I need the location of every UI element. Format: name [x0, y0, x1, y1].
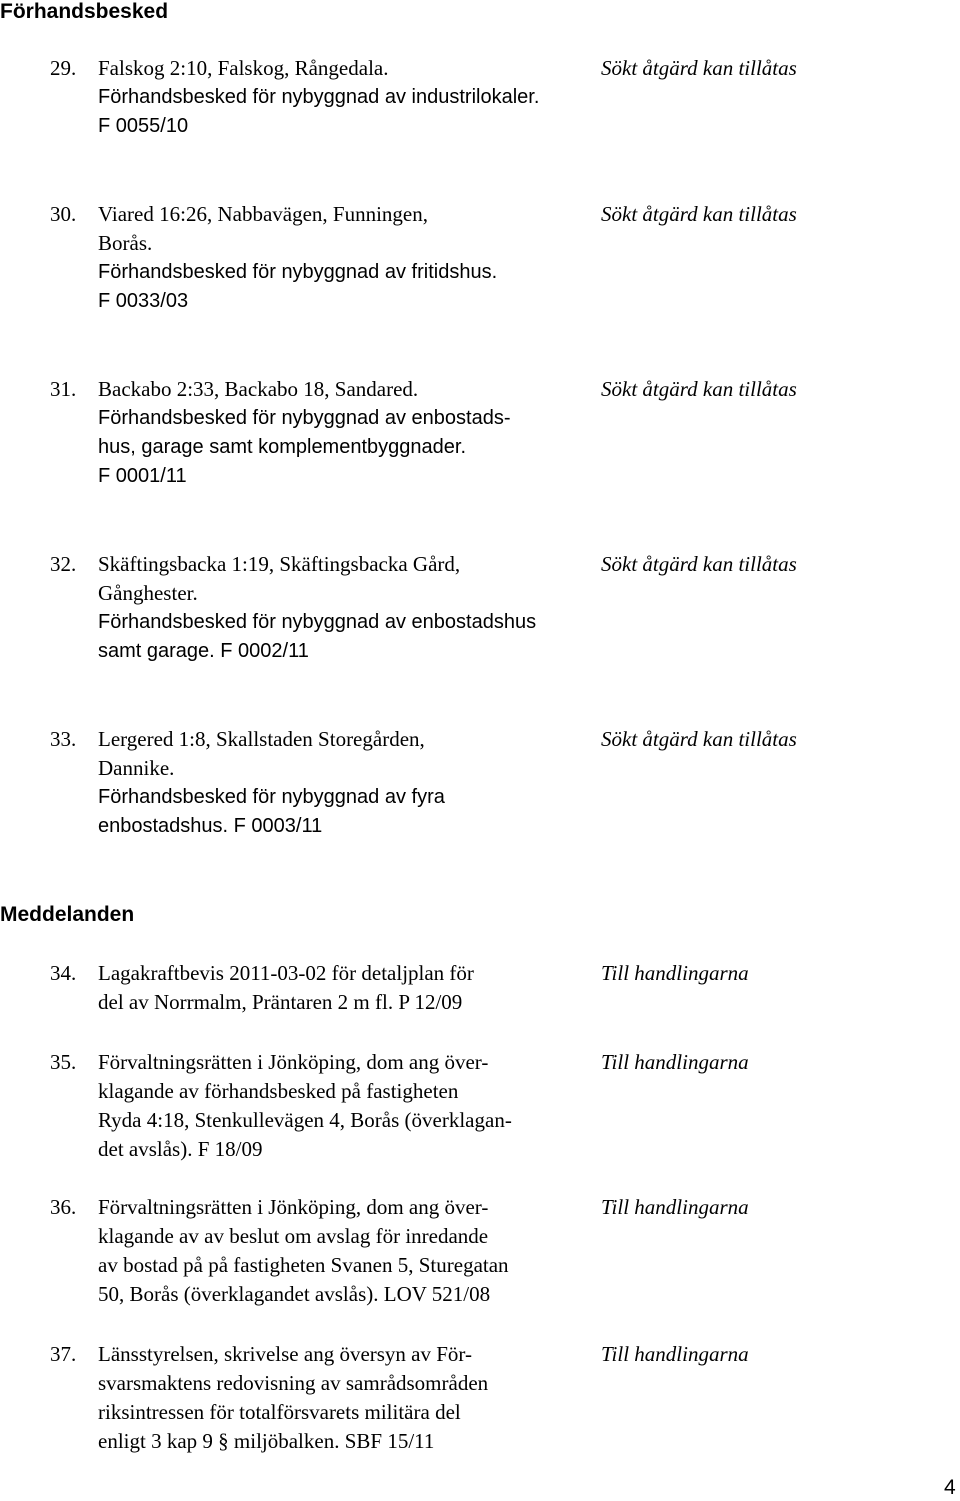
item-line: del av Norrmalm, Präntaren 2 m fl. P 12/09 [98, 990, 463, 1014]
item-line: Förvaltningsrätten i Jönköping, dom ang över- [98, 1050, 489, 1074]
item-line: enbostadshus. F 0003/11 [98, 815, 323, 837]
item-line: samt garage. F 0002/11 [98, 640, 309, 662]
item-line: F 0033/03 [98, 290, 189, 312]
item-line: riksintressen för totalförsvarets militära del [98, 1400, 461, 1424]
item-line: det avslås). F 18/09 [98, 1137, 263, 1161]
item-number: 37. [50, 1342, 77, 1366]
item-line: Förhandsbesked för nybyggnad av fyra [98, 786, 445, 808]
item-decision: Sökt åtgärd kan tillåtas [601, 56, 797, 80]
section-heading-forhandsbesked: Förhandsbesked [0, 0, 169, 23]
item-decision: Sökt åtgärd kan tillåtas [601, 202, 797, 226]
item-line: Lagakraftbevis 2011-03-02 för detaljplan för [98, 961, 474, 985]
item-decision: Sökt åtgärd kan tillåtas [601, 727, 797, 751]
item-line: Falskog 2:10, Falskog, Rångedala. [98, 56, 389, 80]
item-line: Ryda 4:18, Stenkullevägen 4, Borås (överklagan- [98, 1108, 512, 1132]
item-description [98, 375, 598, 491]
item-line: enligt 3 kap 9 § miljöbalken. SBF 15/11 [98, 1429, 435, 1453]
item-number: 33. [50, 727, 77, 751]
item-description [98, 725, 598, 841]
item-description [98, 550, 598, 666]
item-number: 34. [50, 961, 77, 985]
item-number: 32. [50, 552, 77, 576]
item-line: Borås. [98, 231, 153, 255]
item-line: svarsmaktens redovisning av samrådsområden [98, 1371, 489, 1395]
item-decision: Sökt åtgärd kan tillåtas [601, 552, 797, 576]
item-description [98, 54, 598, 141]
item-description [98, 959, 598, 1017]
item-line: klagande av av beslut om avslag för inredande [98, 1224, 489, 1248]
item-line: Dannike. [98, 756, 175, 780]
item-line: F 0055/10 [98, 115, 189, 137]
item-line: Viared 16:26, Nabbavägen, Funningen, [98, 202, 428, 226]
item-line: Gånghester. [98, 581, 198, 605]
item-line: Backabo 2:33, Backabo 18, Sandared. [98, 377, 419, 401]
item-line: Förhandsbesked för nybyggnad av enbostadshus [98, 611, 537, 633]
item-line: Lergered 1:8, Skallstaden Storegården, [98, 727, 425, 751]
item-number: 29. [50, 56, 77, 80]
item-description [98, 1193, 598, 1309]
item-line: Skäftingsbacka 1:19, Skäftingsbacka Gård, [98, 552, 461, 576]
section-heading-meddelanden: Meddelanden [0, 903, 135, 926]
item-description [98, 200, 598, 316]
item-decision: Sökt åtgärd kan tillåtas [601, 377, 797, 401]
item-line: av bostad på på fastigheten Svanen 5, Sturegatan [98, 1253, 509, 1277]
item-line: F 0001/11 [98, 465, 187, 487]
item-number: 30. [50, 202, 77, 226]
item-decision: Till handlingarna [601, 1050, 749, 1074]
item-line: Förhandsbesked för nybyggnad av fritidshus. [98, 261, 498, 283]
item-line: klagande av förhandsbesked på fastigheten [98, 1079, 459, 1103]
item-decision: Till handlingarna [601, 1195, 749, 1219]
page-number: 4 [944, 1476, 956, 1499]
item-line: Länsstyrelsen, skrivelse ang översyn av För- [98, 1342, 472, 1366]
item-line: Förhandsbesked för nybyggnad av industrilokaler. [98, 86, 540, 108]
item-description [98, 1048, 598, 1164]
item-decision: Till handlingarna [601, 1342, 749, 1366]
item-description [98, 1340, 598, 1456]
item-decision: Till handlingarna [601, 961, 749, 985]
item-number: 36. [50, 1195, 77, 1219]
item-number: 35. [50, 1050, 77, 1074]
item-line: Förhandsbesked för nybyggnad av enbostads- [98, 407, 511, 429]
item-line: hus, garage samt komplementbyggnader. [98, 436, 466, 458]
item-line: 50, Borås (överklagandet avslås). LOV 521/08 [98, 1282, 491, 1306]
item-number: 31. [50, 377, 77, 401]
item-line: Förvaltningsrätten i Jönköping, dom ang över- [98, 1195, 489, 1219]
